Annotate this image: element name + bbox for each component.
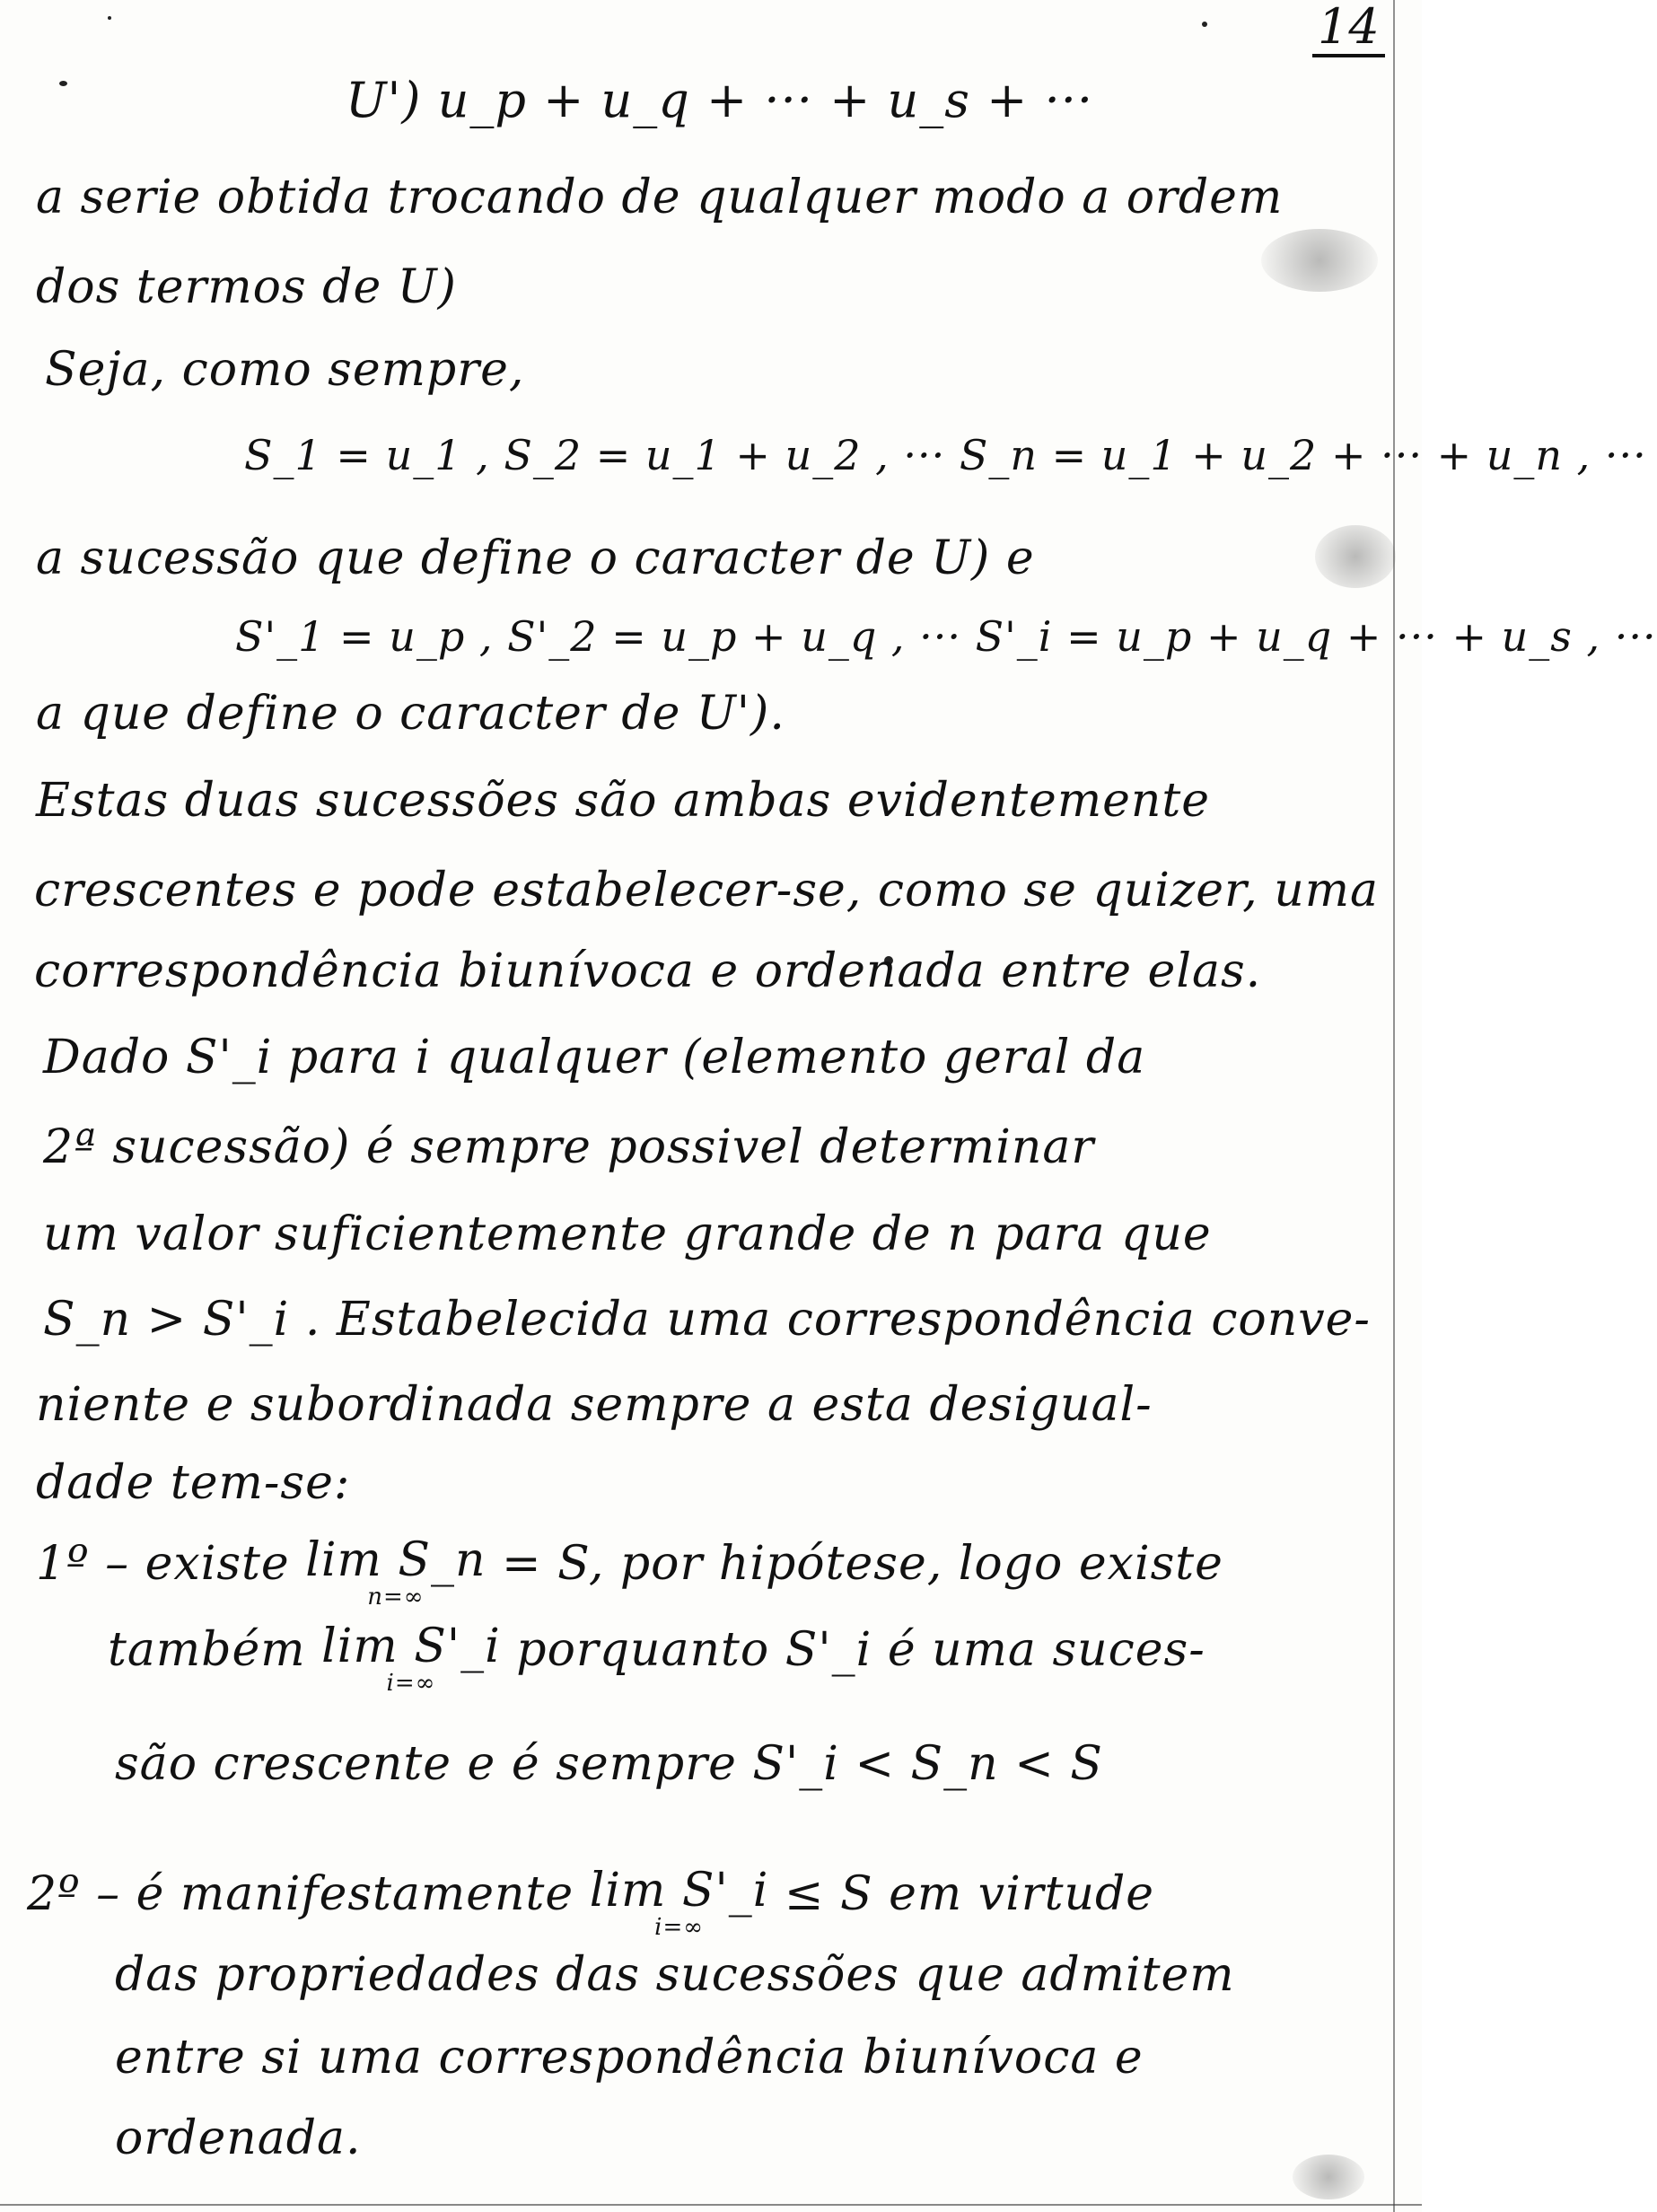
text-line: um valor suficientemente grande de n para que bbox=[43, 1207, 1212, 1261]
text-line: dade tem-se: bbox=[36, 1456, 351, 1510]
item-two-label: 2º – é manifestamente bbox=[27, 1867, 574, 1921]
text-line: ordenada. bbox=[115, 2111, 362, 2165]
limit-expression bbox=[305, 1533, 487, 1611]
ink-speck bbox=[59, 81, 67, 86]
item-one-label: 1º – existe bbox=[36, 1537, 290, 1591]
text-line: a serie obtida trocando de qualquer modo a ordem bbox=[36, 171, 1284, 224]
limit-subscript: i=∞ bbox=[654, 1914, 704, 1941]
page-edge-right bbox=[1393, 0, 1395, 2212]
text-line: a que define o caracter de U'). bbox=[36, 687, 785, 741]
item-one-line bbox=[36, 1533, 1223, 1611]
text-fragment: porquanto S'_i é uma suces- bbox=[516, 1623, 1205, 1677]
item-two-text: ≤ S em virtude bbox=[784, 1867, 1155, 1921]
text-line: crescentes e pode estabelecer-se, como se quizer, uma bbox=[34, 864, 1380, 917]
page-edge-bottom bbox=[0, 2204, 1422, 2206]
item-one-continuation bbox=[108, 1620, 1205, 1697]
ink-smudge bbox=[1293, 2155, 1364, 2199]
text-line: dos termos de U) bbox=[36, 260, 457, 314]
text-line: niente e subordinada sempre a esta desigual- bbox=[36, 1378, 1153, 1432]
text-line: correspondência biunívoca e ordenada entre elas. bbox=[34, 944, 1262, 998]
text-line: Dado S'_i para i qualquer (elemento geral da bbox=[43, 1031, 1146, 1084]
text-line: a sucessão que define o caracter de U) e bbox=[36, 531, 1035, 585]
limit-term: lim S_n bbox=[305, 1533, 487, 1587]
ink-speck bbox=[108, 16, 111, 20]
item-one-text: = S, por hipótese, logo existe bbox=[501, 1537, 1223, 1591]
text-line: Estas duas sucessões são ambas evidentemente bbox=[36, 774, 1211, 828]
limit-subscript: n=∞ bbox=[367, 1584, 425, 1611]
limit-subscript: i=∞ bbox=[386, 1670, 436, 1697]
text-line: das propriedades das sucessões que admitem bbox=[115, 1948, 1235, 2002]
text-fragment: também bbox=[108, 1623, 306, 1677]
partial-sums-formula: S_1 = u_1 , S_2 = u_1 + u_2 , ··· S_n = u_1 + u_2 + ··· + u_n , ··· bbox=[244, 431, 1647, 479]
series-rearranged-formula: U') u_p + u_q + ··· + u_s + ··· bbox=[346, 72, 1094, 128]
text-line: entre si uma correspondência biunívoca e bbox=[115, 2031, 1144, 2085]
ink-smudge bbox=[1261, 229, 1378, 292]
limit-expression bbox=[321, 1620, 501, 1697]
text-line: Seja, como sempre, bbox=[45, 343, 525, 397]
page-number: 14 bbox=[1312, 0, 1385, 57]
text-line: S_n > S'_i . Estabelecida uma correspondência conve- bbox=[43, 1293, 1371, 1347]
ink-smudge bbox=[1315, 525, 1396, 588]
limit-expression bbox=[589, 1864, 769, 1941]
limit-term: lim S'_i bbox=[589, 1864, 769, 1918]
text-line: são crescente e é sempre S'_i < S_n < S bbox=[115, 1737, 1103, 1791]
limit-term: lim S'_i bbox=[321, 1620, 501, 1673]
ink-speck bbox=[1202, 22, 1207, 27]
rearranged-partial-sums-formula: S'_1 = u_p , S'_2 = u_p + u_q , ··· S'_i = u_p + u_q + ··· + u_s , ··· bbox=[235, 612, 1657, 661]
text-line: 2ª sucessão) é sempre possivel determinar bbox=[43, 1120, 1095, 1174]
item-two-line bbox=[27, 1864, 1155, 1941]
